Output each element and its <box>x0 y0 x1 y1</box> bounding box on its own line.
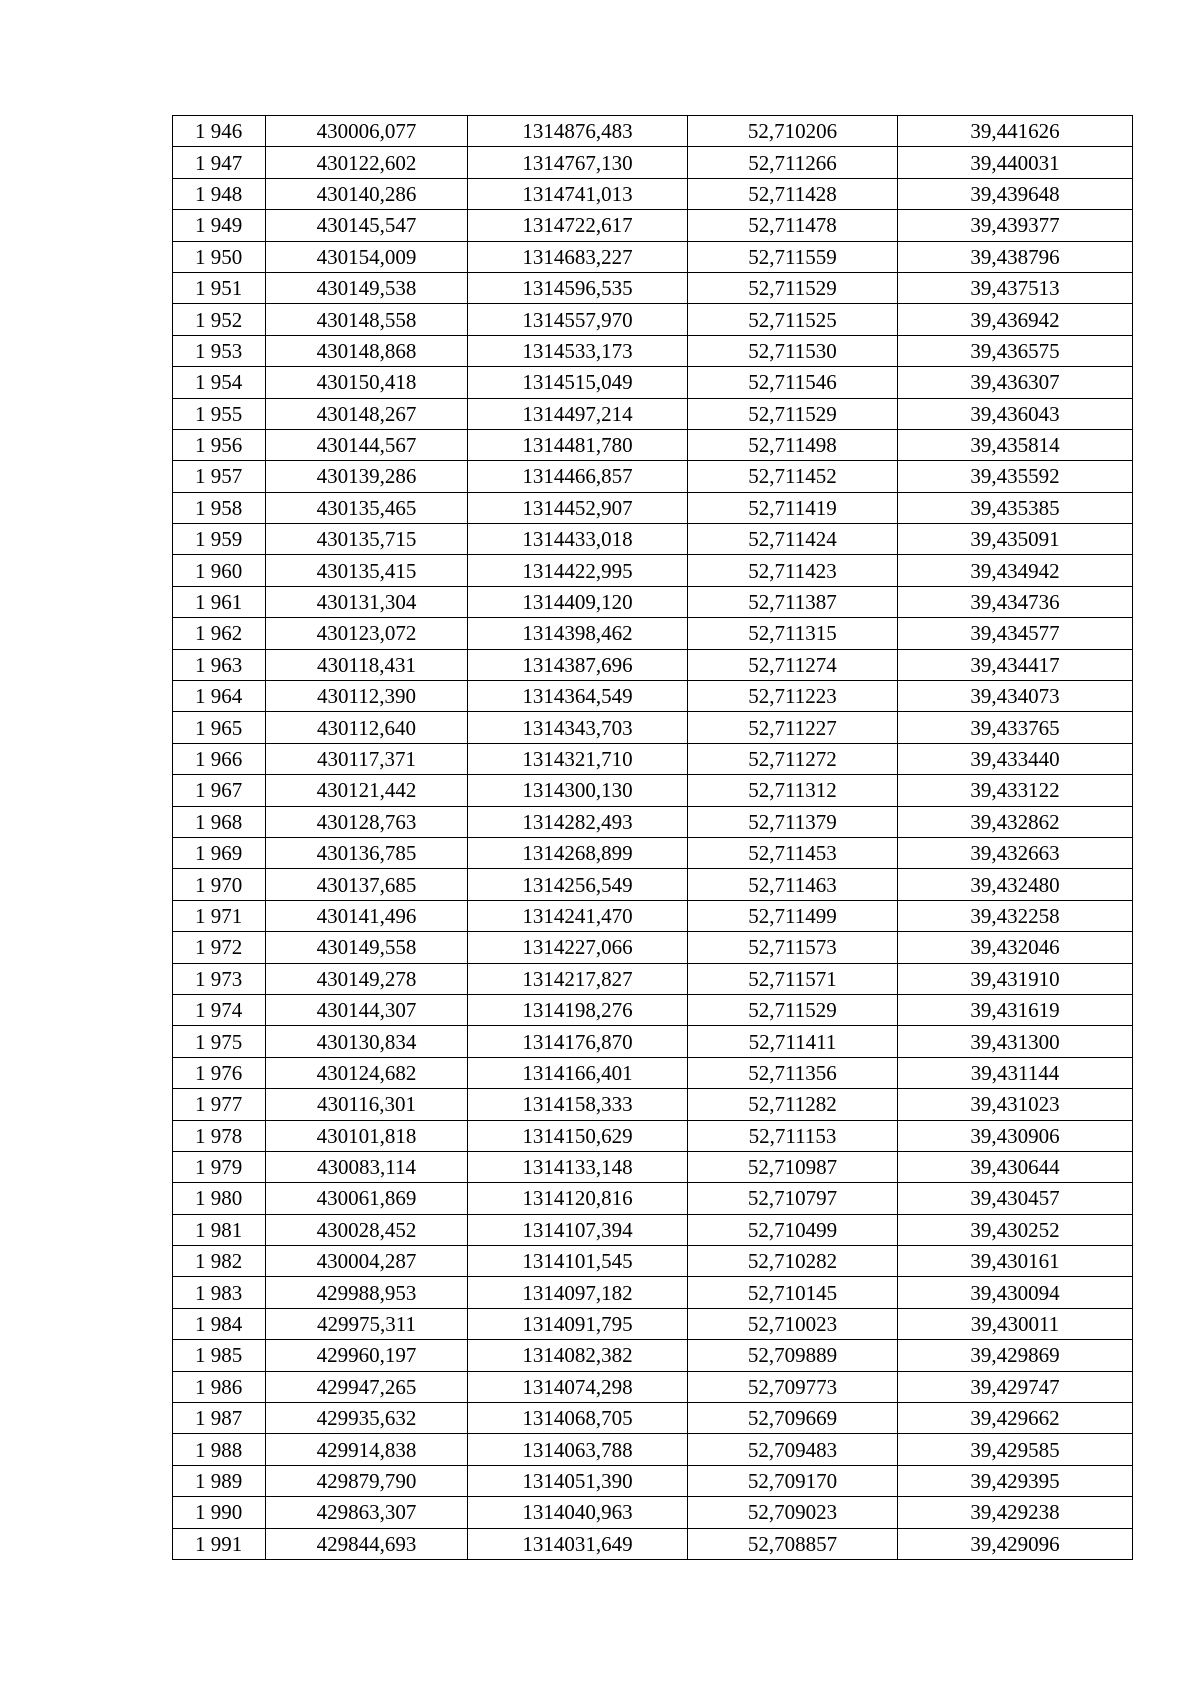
longitude-cell: 39,435814 <box>898 429 1133 460</box>
latitude-cell: 52,711463 <box>688 869 898 900</box>
latitude-cell: 52,711529 <box>688 994 898 1025</box>
point-number-cell: 1 977 <box>173 1089 266 1120</box>
table-row <box>173 272 1133 303</box>
latitude-cell: 52,710499 <box>688 1214 898 1245</box>
point-number-cell: 1 952 <box>173 304 266 335</box>
y-coordinate-cell: 1314217,827 <box>468 963 688 994</box>
latitude-cell: 52,711312 <box>688 775 898 806</box>
table-row <box>173 1465 1133 1496</box>
longitude-cell: 39,429096 <box>898 1528 1133 1559</box>
latitude-cell: 52,711387 <box>688 586 898 617</box>
latitude-cell: 52,711453 <box>688 837 898 868</box>
point-number-cell: 1 975 <box>173 1026 266 1057</box>
point-number-cell: 1 959 <box>173 524 266 555</box>
y-coordinate-cell: 1314158,333 <box>468 1089 688 1120</box>
latitude-cell: 52,708857 <box>688 1528 898 1559</box>
x-coordinate-cell: 430149,278 <box>266 963 468 994</box>
x-coordinate-cell: 430148,868 <box>266 335 468 366</box>
point-number-cell: 1 947 <box>173 147 266 178</box>
longitude-cell: 39,439648 <box>898 178 1133 209</box>
table-row <box>173 1434 1133 1465</box>
x-coordinate-cell: 430116,301 <box>266 1089 468 1120</box>
table-row <box>173 398 1133 429</box>
longitude-cell: 39,432663 <box>898 837 1133 868</box>
point-number-cell: 1 968 <box>173 806 266 837</box>
longitude-cell: 39,431144 <box>898 1057 1133 1088</box>
latitude-cell: 52,710206 <box>688 116 898 147</box>
latitude-cell: 52,711478 <box>688 210 898 241</box>
latitude-cell: 52,711227 <box>688 712 898 743</box>
x-coordinate-cell: 430150,418 <box>266 367 468 398</box>
latitude-cell: 52,711529 <box>688 272 898 303</box>
y-coordinate-cell: 1314321,710 <box>468 743 688 774</box>
latitude-cell: 52,711428 <box>688 178 898 209</box>
longitude-cell: 39,429869 <box>898 1340 1133 1371</box>
table-row <box>173 147 1133 178</box>
point-number-cell: 1 989 <box>173 1465 266 1496</box>
table-row <box>173 492 1133 523</box>
table-row <box>173 1340 1133 1371</box>
point-number-cell: 1 983 <box>173 1277 266 1308</box>
longitude-cell: 39,432862 <box>898 806 1133 837</box>
y-coordinate-cell: 1314101,545 <box>468 1246 688 1277</box>
y-coordinate-cell: 1314596,535 <box>468 272 688 303</box>
table-row <box>173 743 1133 774</box>
latitude-cell: 52,711499 <box>688 900 898 931</box>
x-coordinate-cell: 429975,311 <box>266 1308 468 1339</box>
point-number-cell: 1 949 <box>173 210 266 241</box>
y-coordinate-cell: 1314300,130 <box>468 775 688 806</box>
table-row <box>173 429 1133 460</box>
y-coordinate-cell: 1314068,705 <box>468 1403 688 1434</box>
y-coordinate-cell: 1314166,401 <box>468 1057 688 1088</box>
table-row <box>173 1214 1133 1245</box>
longitude-cell: 39,430094 <box>898 1277 1133 1308</box>
longitude-cell: 39,430644 <box>898 1151 1133 1182</box>
longitude-cell: 39,434577 <box>898 618 1133 649</box>
table-row <box>173 335 1133 366</box>
y-coordinate-cell: 1314176,870 <box>468 1026 688 1057</box>
table-row <box>173 1057 1133 1088</box>
coordinates-table-body <box>173 116 1133 1560</box>
x-coordinate-cell: 430135,465 <box>266 492 468 523</box>
x-coordinate-cell: 430121,442 <box>266 775 468 806</box>
point-number-cell: 1 950 <box>173 241 266 272</box>
y-coordinate-cell: 1314097,182 <box>468 1277 688 1308</box>
table-row <box>173 1371 1133 1402</box>
latitude-cell: 52,711315 <box>688 618 898 649</box>
point-number-cell: 1 961 <box>173 586 266 617</box>
x-coordinate-cell: 430061,869 <box>266 1183 468 1214</box>
x-coordinate-cell: 429935,632 <box>266 1403 468 1434</box>
latitude-cell: 52,711272 <box>688 743 898 774</box>
table-row <box>173 806 1133 837</box>
x-coordinate-cell: 429879,790 <box>266 1465 468 1496</box>
longitude-cell: 39,434073 <box>898 681 1133 712</box>
latitude-cell: 52,711356 <box>688 1057 898 1088</box>
longitude-cell: 39,430906 <box>898 1120 1133 1151</box>
table-row <box>173 210 1133 241</box>
x-coordinate-cell: 430137,685 <box>266 869 468 900</box>
point-number-cell: 1 958 <box>173 492 266 523</box>
latitude-cell: 52,710023 <box>688 1308 898 1339</box>
longitude-cell: 39,435385 <box>898 492 1133 523</box>
table-row <box>173 1246 1133 1277</box>
point-number-cell: 1 990 <box>173 1497 266 1528</box>
y-coordinate-cell: 1314876,483 <box>468 116 688 147</box>
latitude-cell: 52,710145 <box>688 1277 898 1308</box>
longitude-cell: 39,435091 <box>898 524 1133 555</box>
y-coordinate-cell: 1314364,549 <box>468 681 688 712</box>
longitude-cell: 39,433765 <box>898 712 1133 743</box>
y-coordinate-cell: 1314741,013 <box>468 178 688 209</box>
point-number-cell: 1 978 <box>173 1120 266 1151</box>
longitude-cell: 39,431023 <box>898 1089 1133 1120</box>
point-number-cell: 1 984 <box>173 1308 266 1339</box>
y-coordinate-cell: 1314082,382 <box>468 1340 688 1371</box>
point-number-cell: 1 960 <box>173 555 266 586</box>
point-number-cell: 1 985 <box>173 1340 266 1371</box>
point-number-cell: 1 970 <box>173 869 266 900</box>
x-coordinate-cell: 430148,267 <box>266 398 468 429</box>
x-coordinate-cell: 430117,371 <box>266 743 468 774</box>
longitude-cell: 39,430011 <box>898 1308 1133 1339</box>
point-number-cell: 1 956 <box>173 429 266 460</box>
y-coordinate-cell: 1314063,788 <box>468 1434 688 1465</box>
point-number-cell: 1 946 <box>173 116 266 147</box>
x-coordinate-cell: 430144,307 <box>266 994 468 1025</box>
y-coordinate-cell: 1314227,066 <box>468 932 688 963</box>
table-row <box>173 775 1133 806</box>
longitude-cell: 39,441626 <box>898 116 1133 147</box>
y-coordinate-cell: 1314722,617 <box>468 210 688 241</box>
latitude-cell: 52,711274 <box>688 649 898 680</box>
table-row <box>173 1528 1133 1559</box>
longitude-cell: 39,433122 <box>898 775 1133 806</box>
x-coordinate-cell: 430135,715 <box>266 524 468 555</box>
x-coordinate-cell: 430128,763 <box>266 806 468 837</box>
longitude-cell: 39,435592 <box>898 461 1133 492</box>
y-coordinate-cell: 1314452,907 <box>468 492 688 523</box>
x-coordinate-cell: 430139,286 <box>266 461 468 492</box>
latitude-cell: 52,711530 <box>688 335 898 366</box>
longitude-cell: 39,437513 <box>898 272 1133 303</box>
table-row <box>173 1183 1133 1214</box>
latitude-cell: 52,711153 <box>688 1120 898 1151</box>
table-row <box>173 178 1133 209</box>
latitude-cell: 52,711573 <box>688 932 898 963</box>
longitude-cell: 39,432046 <box>898 932 1133 963</box>
table-row <box>173 1120 1133 1151</box>
longitude-cell: 39,440031 <box>898 147 1133 178</box>
y-coordinate-cell: 1314133,148 <box>468 1151 688 1182</box>
point-number-cell: 1 987 <box>173 1403 266 1434</box>
x-coordinate-cell: 430112,390 <box>266 681 468 712</box>
latitude-cell: 52,709889 <box>688 1340 898 1371</box>
table-row <box>173 555 1133 586</box>
y-coordinate-cell: 1314515,049 <box>468 367 688 398</box>
latitude-cell: 52,710282 <box>688 1246 898 1277</box>
latitude-cell: 52,711452 <box>688 461 898 492</box>
x-coordinate-cell: 429947,265 <box>266 1371 468 1402</box>
longitude-cell: 39,429585 <box>898 1434 1133 1465</box>
latitude-cell: 52,710797 <box>688 1183 898 1214</box>
y-coordinate-cell: 1314409,120 <box>468 586 688 617</box>
x-coordinate-cell: 430149,538 <box>266 272 468 303</box>
y-coordinate-cell: 1314497,214 <box>468 398 688 429</box>
x-coordinate-cell: 429844,693 <box>266 1528 468 1559</box>
latitude-cell: 52,711529 <box>688 398 898 429</box>
longitude-cell: 39,434942 <box>898 555 1133 586</box>
latitude-cell: 52,709773 <box>688 1371 898 1402</box>
point-number-cell: 1 965 <box>173 712 266 743</box>
table-row <box>173 367 1133 398</box>
latitude-cell: 52,711282 <box>688 1089 898 1120</box>
point-number-cell: 1 955 <box>173 398 266 429</box>
point-number-cell: 1 948 <box>173 178 266 209</box>
x-coordinate-cell: 430006,077 <box>266 116 468 147</box>
latitude-cell: 52,711559 <box>688 241 898 272</box>
longitude-cell: 39,431910 <box>898 963 1133 994</box>
x-coordinate-cell: 430144,567 <box>266 429 468 460</box>
x-coordinate-cell: 430004,287 <box>266 1246 468 1277</box>
x-coordinate-cell: 430136,785 <box>266 837 468 868</box>
y-coordinate-cell: 1314398,462 <box>468 618 688 649</box>
latitude-cell: 52,711571 <box>688 963 898 994</box>
y-coordinate-cell: 1314466,857 <box>468 461 688 492</box>
table-row <box>173 649 1133 680</box>
latitude-cell: 52,711525 <box>688 304 898 335</box>
table-row <box>173 837 1133 868</box>
table-row <box>173 304 1133 335</box>
coordinates-table <box>172 115 1133 1560</box>
point-number-cell: 1 982 <box>173 1246 266 1277</box>
latitude-cell: 52,711266 <box>688 147 898 178</box>
table-row <box>173 1497 1133 1528</box>
table-row <box>173 963 1133 994</box>
x-coordinate-cell: 430148,558 <box>266 304 468 335</box>
x-coordinate-cell: 430112,640 <box>266 712 468 743</box>
table-row <box>173 1277 1133 1308</box>
x-coordinate-cell: 430131,304 <box>266 586 468 617</box>
longitude-cell: 39,432258 <box>898 900 1133 931</box>
point-number-cell: 1 957 <box>173 461 266 492</box>
y-coordinate-cell: 1314268,899 <box>468 837 688 868</box>
y-coordinate-cell: 1314387,696 <box>468 649 688 680</box>
point-number-cell: 1 954 <box>173 367 266 398</box>
latitude-cell: 52,711498 <box>688 429 898 460</box>
x-coordinate-cell: 430140,286 <box>266 178 468 209</box>
y-coordinate-cell: 1314040,963 <box>468 1497 688 1528</box>
table-row <box>173 461 1133 492</box>
point-number-cell: 1 964 <box>173 681 266 712</box>
y-coordinate-cell: 1314031,649 <box>468 1528 688 1559</box>
longitude-cell: 39,436043 <box>898 398 1133 429</box>
table-row <box>173 1026 1133 1057</box>
x-coordinate-cell: 430145,547 <box>266 210 468 241</box>
point-number-cell: 1 971 <box>173 900 266 931</box>
longitude-cell: 39,430252 <box>898 1214 1133 1245</box>
x-coordinate-cell: 429863,307 <box>266 1497 468 1528</box>
latitude-cell: 52,711424 <box>688 524 898 555</box>
point-number-cell: 1 980 <box>173 1183 266 1214</box>
y-coordinate-cell: 1314481,780 <box>468 429 688 460</box>
longitude-cell: 39,429662 <box>898 1403 1133 1434</box>
latitude-cell: 52,710987 <box>688 1151 898 1182</box>
x-coordinate-cell: 430083,114 <box>266 1151 468 1182</box>
table-row <box>173 994 1133 1025</box>
table-row <box>173 1089 1133 1120</box>
longitude-cell: 39,431300 <box>898 1026 1133 1057</box>
longitude-cell: 39,431619 <box>898 994 1133 1025</box>
y-coordinate-cell: 1314091,795 <box>468 1308 688 1339</box>
x-coordinate-cell: 430118,431 <box>266 649 468 680</box>
point-number-cell: 1 974 <box>173 994 266 1025</box>
table-row <box>173 712 1133 743</box>
x-coordinate-cell: 430028,452 <box>266 1214 468 1245</box>
point-number-cell: 1 986 <box>173 1371 266 1402</box>
latitude-cell: 52,709483 <box>688 1434 898 1465</box>
table-row <box>173 618 1133 649</box>
y-coordinate-cell: 1314107,394 <box>468 1214 688 1245</box>
y-coordinate-cell: 1314433,018 <box>468 524 688 555</box>
x-coordinate-cell: 430123,072 <box>266 618 468 649</box>
y-coordinate-cell: 1314241,470 <box>468 900 688 931</box>
longitude-cell: 39,436942 <box>898 304 1133 335</box>
table-row <box>173 524 1133 555</box>
latitude-cell: 52,711223 <box>688 681 898 712</box>
latitude-cell: 52,711546 <box>688 367 898 398</box>
table-row <box>173 900 1133 931</box>
x-coordinate-cell: 430149,558 <box>266 932 468 963</box>
x-coordinate-cell: 430154,009 <box>266 241 468 272</box>
y-coordinate-cell: 1314074,298 <box>468 1371 688 1402</box>
latitude-cell: 52,709023 <box>688 1497 898 1528</box>
table-row <box>173 1151 1133 1182</box>
table-row <box>173 932 1133 963</box>
x-coordinate-cell: 430130,834 <box>266 1026 468 1057</box>
longitude-cell: 39,429395 <box>898 1465 1133 1496</box>
table-row <box>173 586 1133 617</box>
point-number-cell: 1 963 <box>173 649 266 680</box>
point-number-cell: 1 953 <box>173 335 266 366</box>
latitude-cell: 52,709669 <box>688 1403 898 1434</box>
latitude-cell: 52,711423 <box>688 555 898 586</box>
longitude-cell: 39,434736 <box>898 586 1133 617</box>
point-number-cell: 1 988 <box>173 1434 266 1465</box>
y-coordinate-cell: 1314422,995 <box>468 555 688 586</box>
x-coordinate-cell: 430135,415 <box>266 555 468 586</box>
point-number-cell: 1 991 <box>173 1528 266 1559</box>
latitude-cell: 52,711411 <box>688 1026 898 1057</box>
latitude-cell: 52,711379 <box>688 806 898 837</box>
point-number-cell: 1 969 <box>173 837 266 868</box>
longitude-cell: 39,432480 <box>898 869 1133 900</box>
longitude-cell: 39,430457 <box>898 1183 1133 1214</box>
longitude-cell: 39,436307 <box>898 367 1133 398</box>
y-coordinate-cell: 1314150,629 <box>468 1120 688 1151</box>
y-coordinate-cell: 1314198,276 <box>468 994 688 1025</box>
x-coordinate-cell: 430124,682 <box>266 1057 468 1088</box>
table-row <box>173 869 1133 900</box>
latitude-cell: 52,711419 <box>688 492 898 523</box>
x-coordinate-cell: 430141,496 <box>266 900 468 931</box>
x-coordinate-cell: 429988,953 <box>266 1277 468 1308</box>
table-row <box>173 681 1133 712</box>
point-number-cell: 1 973 <box>173 963 266 994</box>
y-coordinate-cell: 1314557,970 <box>468 304 688 335</box>
longitude-cell: 39,429747 <box>898 1371 1133 1402</box>
longitude-cell: 39,429238 <box>898 1497 1133 1528</box>
y-coordinate-cell: 1314051,390 <box>468 1465 688 1496</box>
y-coordinate-cell: 1314533,173 <box>468 335 688 366</box>
y-coordinate-cell: 1314683,227 <box>468 241 688 272</box>
y-coordinate-cell: 1314282,493 <box>468 806 688 837</box>
x-coordinate-cell: 430101,818 <box>266 1120 468 1151</box>
point-number-cell: 1 972 <box>173 932 266 963</box>
point-number-cell: 1 951 <box>173 272 266 303</box>
table-row <box>173 1308 1133 1339</box>
point-number-cell: 1 967 <box>173 775 266 806</box>
point-number-cell: 1 979 <box>173 1151 266 1182</box>
latitude-cell: 52,709170 <box>688 1465 898 1496</box>
longitude-cell: 39,438796 <box>898 241 1133 272</box>
point-number-cell: 1 962 <box>173 618 266 649</box>
table-row <box>173 116 1133 147</box>
longitude-cell: 39,436575 <box>898 335 1133 366</box>
longitude-cell: 39,433440 <box>898 743 1133 774</box>
point-number-cell: 1 966 <box>173 743 266 774</box>
x-coordinate-cell: 429914,838 <box>266 1434 468 1465</box>
longitude-cell: 39,430161 <box>898 1246 1133 1277</box>
table-row <box>173 1403 1133 1434</box>
y-coordinate-cell: 1314767,130 <box>468 147 688 178</box>
y-coordinate-cell: 1314120,816 <box>468 1183 688 1214</box>
point-number-cell: 1 976 <box>173 1057 266 1088</box>
table-row <box>173 241 1133 272</box>
y-coordinate-cell: 1314256,549 <box>468 869 688 900</box>
longitude-cell: 39,434417 <box>898 649 1133 680</box>
point-number-cell: 1 981 <box>173 1214 266 1245</box>
y-coordinate-cell: 1314343,703 <box>468 712 688 743</box>
longitude-cell: 39,439377 <box>898 210 1133 241</box>
x-coordinate-cell: 430122,602 <box>266 147 468 178</box>
x-coordinate-cell: 429960,197 <box>266 1340 468 1371</box>
